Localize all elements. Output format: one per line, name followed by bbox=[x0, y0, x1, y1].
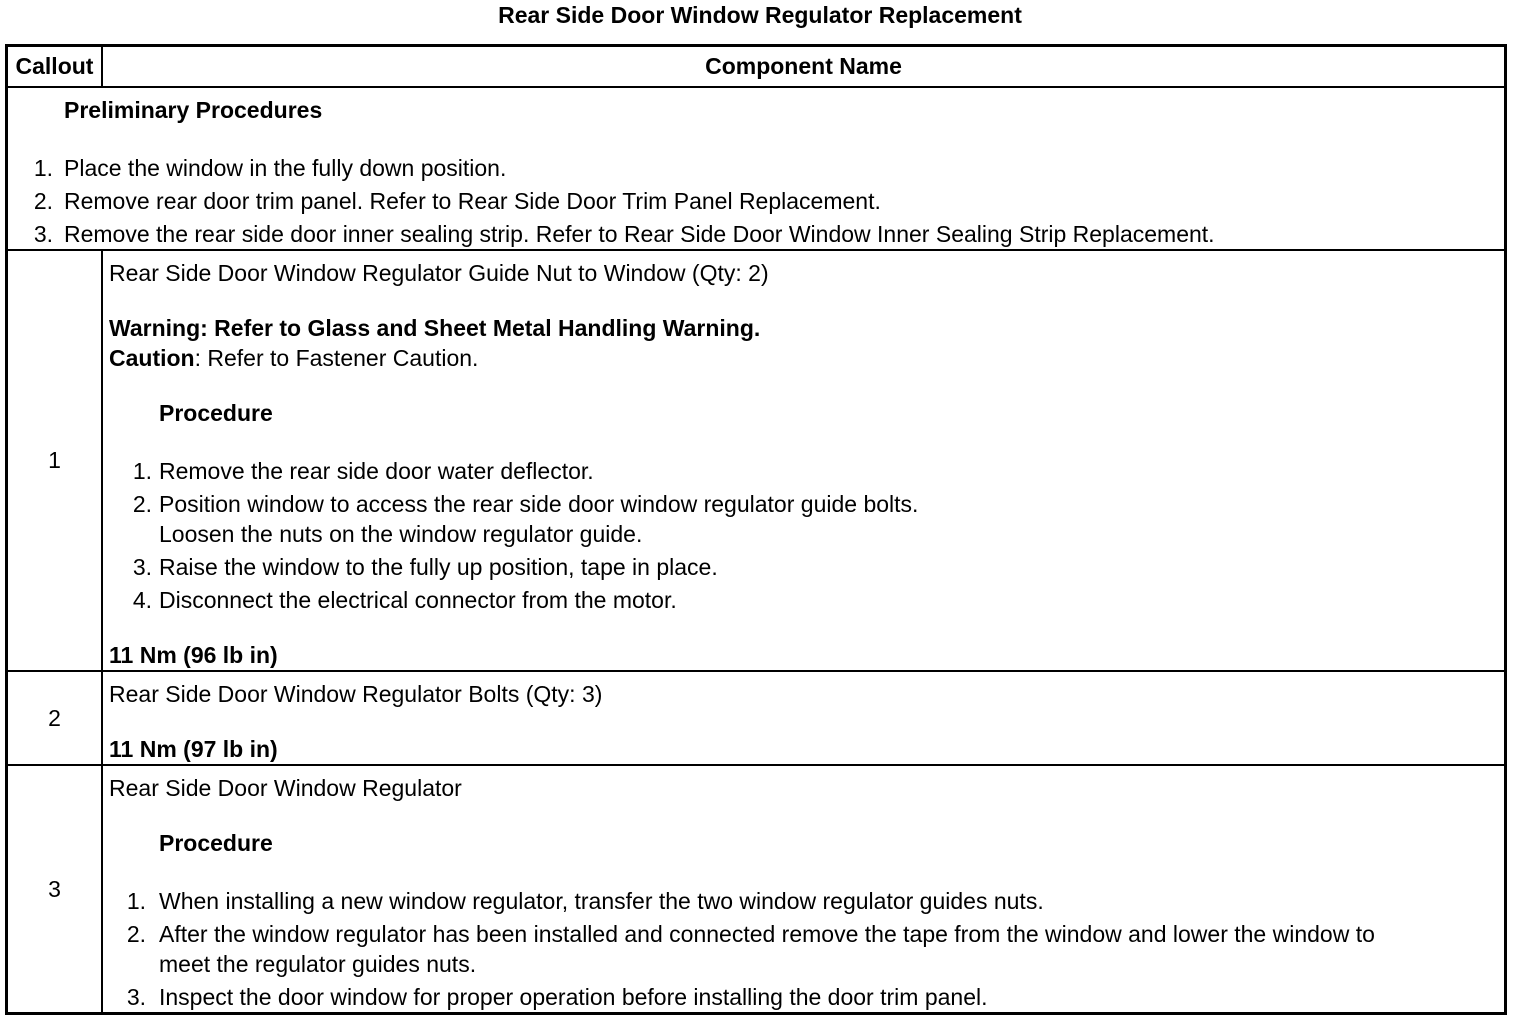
list-item: 4. Disconnect the electrical connector from the motor. bbox=[132, 587, 677, 613]
list-item: 3. Raise the window to the fully up position, tape in place. bbox=[132, 554, 718, 580]
list-item: 3. Inspect the door window for proper operation before installing the door trim panel. bbox=[126, 984, 988, 1010]
list-item: 2. Remove rear door trim panel. Refer to Rear Side Door Trim Panel Replacement. bbox=[33, 188, 881, 214]
procedure-steps bbox=[103, 456, 1498, 615]
page-title: Rear Side Door Window Regulator Replacement bbox=[498, 2, 1022, 28]
table-row bbox=[7, 250, 1506, 671]
callout-cell: 1 bbox=[7, 250, 103, 671]
component-header: Component Name bbox=[102, 46, 1506, 88]
table-row bbox=[7, 671, 1506, 765]
list-item: 2. After the window regulator has been installed and connected remove the tape from the window and lower the window to meet the regulator guides nuts. bbox=[126, 921, 1375, 977]
procedure-heading: Procedure bbox=[159, 830, 273, 856]
component-name: Rear Side Door Window Regulator Bolts (Qty: 3) bbox=[109, 681, 603, 707]
callout-cell: 2 bbox=[7, 671, 103, 765]
callout-cell: 3 bbox=[7, 765, 103, 1014]
procedure-heading: Procedure bbox=[159, 400, 273, 426]
table-row bbox=[7, 765, 1506, 1014]
warning-text: Warning: Refer to Glass and Sheet Metal Handling Warning. bbox=[109, 315, 761, 341]
caution-text: Caution: Refer to Fastener Caution. bbox=[109, 345, 479, 371]
list-item: 3. Remove the rear side door inner sealing strip. Refer to Rear Side Door Window Inner Sealing Strip Replacement. bbox=[33, 221, 1215, 247]
preliminary-heading: Preliminary Procedures bbox=[64, 97, 323, 123]
header-row bbox=[7, 46, 1506, 88]
component-name: Rear Side Door Window Regulator bbox=[109, 775, 462, 801]
list-item: 2. Position window to access the rear side door window regulator guide bolts. Loosen the nuts on the window regulator guide. bbox=[132, 491, 919, 547]
component-name: Rear Side Door Window Regulator Guide Nut to Window (Qty: 2) bbox=[109, 260, 769, 286]
torque-spec: 11 Nm (97 lb in) bbox=[109, 736, 278, 762]
callout-header: Callout bbox=[7, 46, 103, 88]
list-item: 1. Place the window in the fully down position. bbox=[33, 155, 507, 181]
torque-spec: 11 Nm (96 lb in) bbox=[109, 642, 278, 668]
preliminary-row bbox=[7, 87, 1506, 250]
procedure-steps bbox=[109, 886, 1498, 1012]
list-item: 1. Remove the rear side door water deflector. bbox=[132, 458, 594, 484]
preliminary-steps bbox=[8, 153, 1504, 249]
list-item: 1. When installing a new window regulator, transfer the two window regulator guides nuts. bbox=[126, 888, 1044, 914]
procedure-table bbox=[5, 44, 1507, 1015]
